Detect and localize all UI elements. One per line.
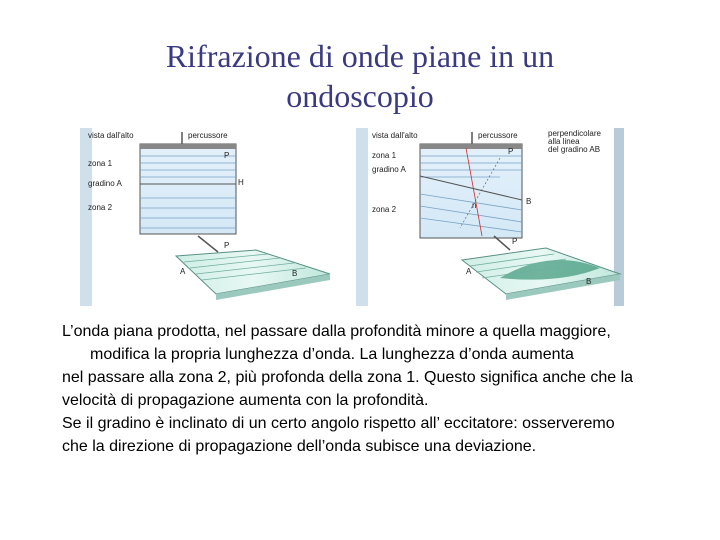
right-normal-label-2: alla linea	[548, 137, 580, 146]
right-percussor-bar	[420, 144, 522, 149]
left-tank-perspective	[176, 250, 330, 294]
left-step-label: gradino A	[88, 179, 122, 188]
body-paragraph-5: che la direzione di propagazione dell’onda subisce una deviazione.	[62, 438, 537, 455]
ripple-tank-figure	[80, 128, 624, 308]
right-point-n: n	[472, 201, 477, 210]
right-point-b-bottom: B	[586, 277, 592, 286]
right-edge-strip	[356, 128, 368, 306]
right-point-p-bottom: P	[512, 237, 518, 246]
right-zone2-label: zona 2	[372, 205, 397, 214]
figure-svg	[80, 128, 624, 308]
body-paragraph-2: nel passare alla zona 2, più profonda della zona 1. Questo significa anche che la	[62, 369, 634, 386]
right-view-label: vista dall'alto	[372, 131, 418, 140]
slide-body-text	[62, 320, 662, 458]
left-point-a: A	[180, 267, 186, 276]
left-point-p: P	[224, 151, 230, 160]
left-point-h: H	[238, 178, 244, 187]
slide-title	[60, 36, 660, 116]
left-zone1-label: zona 1	[88, 159, 113, 168]
left-point-b: B	[292, 269, 298, 278]
right-percussor-label: percussore	[478, 131, 518, 140]
right-normal-label-1: perpendicolare	[548, 129, 601, 138]
right-figure	[356, 128, 624, 306]
left-point-p-bottom: P	[224, 241, 230, 250]
right-point-p: P	[508, 147, 514, 156]
body-paragraph-4: Se il gradino è inclinato di un certo angolo rispetto all’ eccitatore: osserveremo	[62, 415, 615, 432]
right-point-a: A	[466, 267, 472, 276]
left-tank-top-view	[140, 144, 236, 234]
right-step-label: gradino A	[372, 165, 406, 174]
left-figure	[80, 128, 330, 306]
left-percussor-bar	[140, 144, 236, 149]
right-normal-label-3: del gradino AB	[548, 145, 601, 154]
body-paragraph-1: L’onda piana prodotta, nel passare dalla profondità minore a quella maggiore, modifica la propria lunghezza d’onda. La lunghezza d’onda aumenta	[62, 323, 611, 363]
left-view-label: vista dall'alto	[88, 131, 134, 140]
left-edge-strip	[80, 128, 92, 306]
left-percussor-arm	[198, 236, 218, 252]
left-zone2-label: zona 2	[88, 203, 113, 212]
right-zone1-label: zona 1	[372, 151, 397, 160]
title-line-1: Rifrazione di onde piane in un	[165, 38, 555, 74]
right-tank-top-view	[420, 144, 522, 238]
body-paragraph-3: velocità di propagazione aumenta con la profondità.	[62, 392, 429, 409]
right-point-b: B	[526, 197, 532, 206]
left-percussor-label: percussore	[188, 131, 228, 140]
title-line-2: ondoscopio	[286, 78, 434, 114]
